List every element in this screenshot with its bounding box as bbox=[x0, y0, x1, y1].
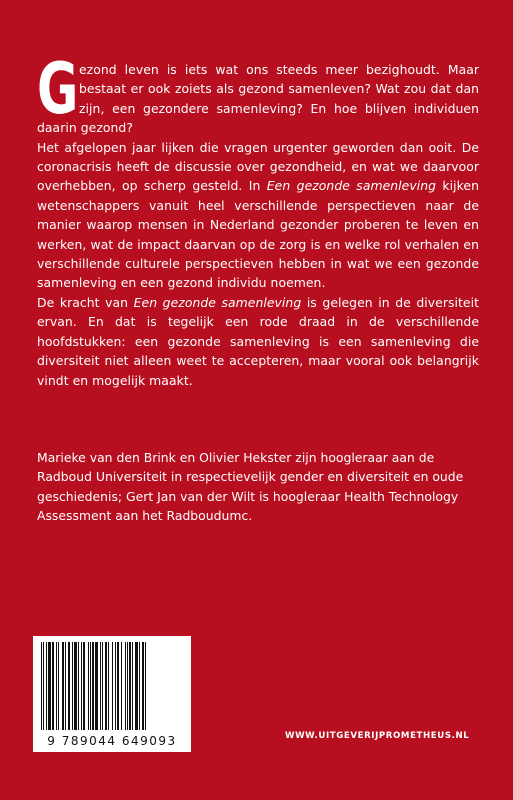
barcode-bar bbox=[132, 642, 133, 730]
barcode-bar bbox=[145, 642, 146, 730]
barcode-bar bbox=[41, 642, 42, 730]
barcode-bar bbox=[135, 642, 138, 730]
barcode-bar bbox=[56, 642, 57, 730]
barcode-bar bbox=[88, 642, 89, 730]
isbn-barcode bbox=[33, 636, 191, 752]
blurb-text-2a: Het afgelopen jaar lijken die vragen urgenter geworden dan ooit. De coronacrisis heeft de discussie over gezondheid, en wat we daarvoor overhebben, op scherp gesteld. In bbox=[37, 139, 479, 194]
author-bio: Marieke van den Brink en Olivier Hekster zijn hoogleraar aan de Radboud Universiteit in respectievelijk gender en diversiteit en oude geschiedenis; Gert Jan van der Wilt is hoogleraar Health Technology Assessment aan het Radboudumc. bbox=[37, 450, 464, 524]
barcode-bar bbox=[74, 642, 77, 730]
book-title-inline: Een gezonde samenleving bbox=[266, 178, 437, 194]
barcode-bar bbox=[139, 642, 140, 730]
barcode-bar bbox=[58, 642, 59, 730]
barcode-bar bbox=[102, 642, 103, 730]
blurb-text-2b: kijken wetenschappers vanuit heel verschillende perspectieven naar de manier waarop mensen in Nederland gezonder proberen te leven en werken, wat de impact daarvan op de zorg is en welke rol verhalen en verschillende culturele perspectieven hebben in wat we een gezonde samenleving en een gezond individu noemen. bbox=[37, 178, 479, 291]
blurb-paragraph-3 bbox=[37, 293, 479, 390]
barcode-bar bbox=[108, 642, 109, 730]
barcode-bar bbox=[46, 642, 47, 730]
barcode-bar bbox=[125, 642, 126, 730]
book-title-inline: Een gezonde samenleving bbox=[133, 294, 302, 310]
barcode-bar bbox=[129, 642, 131, 730]
barcode-bar bbox=[100, 642, 101, 730]
blurb bbox=[37, 48, 479, 390]
barcode-bar bbox=[48, 642, 51, 730]
barcode-bar bbox=[115, 642, 116, 730]
drop-cap: G bbox=[37, 48, 79, 130]
barcode-bar bbox=[95, 642, 98, 730]
barcode-bar bbox=[92, 642, 94, 730]
barcode-bar bbox=[65, 642, 66, 730]
barcode-bar bbox=[142, 642, 144, 730]
barcode-bar bbox=[105, 642, 107, 730]
barcode-bar bbox=[83, 642, 85, 730]
barcode-bar bbox=[121, 642, 122, 730]
barcode-bar bbox=[72, 642, 73, 730]
barcode-bar bbox=[68, 642, 70, 730]
barcode-bar bbox=[62, 642, 64, 730]
isbn-number: 9 789044 649093 bbox=[47, 734, 177, 748]
barcode-bar bbox=[112, 642, 113, 730]
barcode-bar bbox=[43, 642, 44, 730]
barcode-bar bbox=[52, 642, 54, 730]
barcode-bar bbox=[78, 642, 79, 730]
blurb-text-3b: is gelegen in de diversiteit ervan. En dat is tegelijk een rode draad in de verschillende hoofdstukken: een gezonde samenleving is een samenleving die diversiteit niet alleen weet te accepteren, maar vooral ook belangrijk vindt en mogelijk maakt. bbox=[37, 294, 479, 388]
publisher-url: WWW.UITGEVERIJPROMETHEUS.NL bbox=[285, 731, 470, 741]
barcode-bars bbox=[39, 642, 185, 732]
barcode-bar bbox=[117, 642, 119, 730]
barcode-bar bbox=[81, 642, 82, 730]
barcode-bar bbox=[127, 642, 128, 730]
blurb-paragraph-2 bbox=[37, 138, 479, 293]
blurb-text-3a: De kracht van bbox=[37, 294, 134, 310]
barcode-bar bbox=[90, 642, 91, 730]
blurb-text-1: ezond leven is iets wat ons steeds meer bezighoudt. Maar bestaat er ook zoiets als gezond samenleven? Wat zou dat dan zijn, een gezondere samenleving? En hoe blijven individuen daarin gezond? bbox=[37, 62, 479, 136]
blurb-paragraph-1 bbox=[37, 48, 479, 138]
